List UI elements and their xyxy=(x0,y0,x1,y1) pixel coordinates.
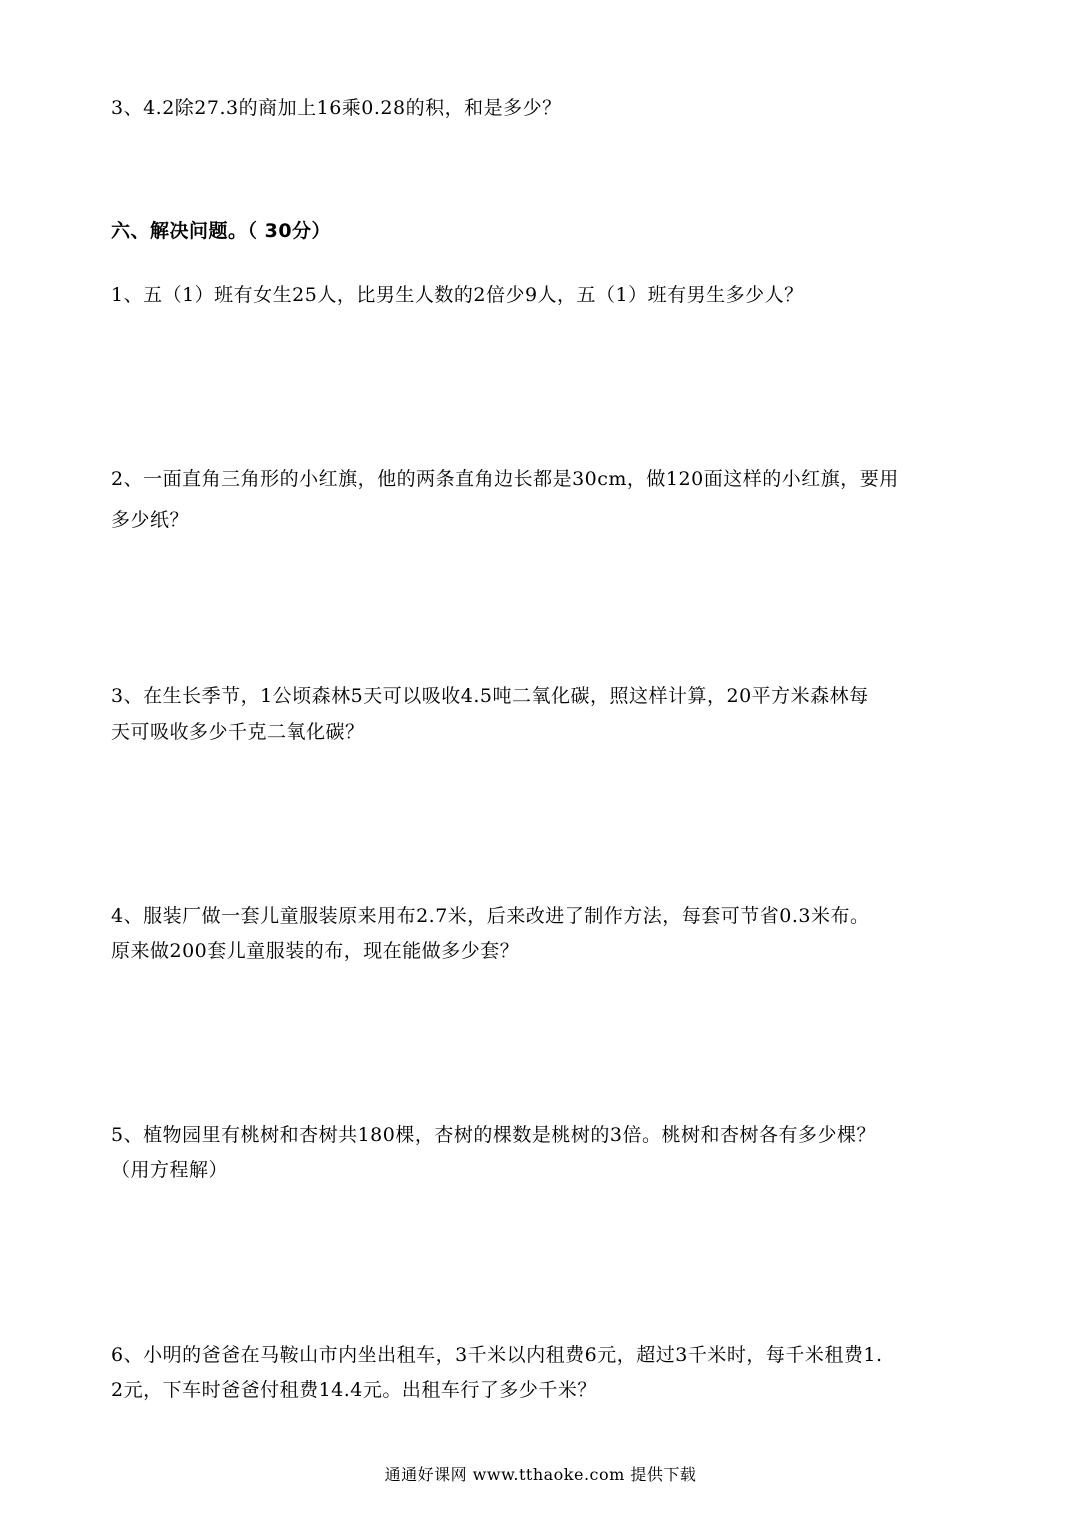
problem-1-line-1: 1、五（1）班有女生25人，比男生人数的2倍少9人，五（1）班有男生多少人？ xyxy=(111,284,804,306)
page-footer: 通通好课网 www.tthaoke.com 提供下载 xyxy=(384,1465,697,1484)
section-six-heading: 六、解决问题。（ 30分） xyxy=(111,220,332,242)
problem-2-line-1: 2、一面直角三角形的小红旗，他的两条直角边长都是30cm，做120面这样的小红旗，要用 xyxy=(111,468,899,490)
problem-3-line-1: 3、在生长季节，1公顷森林5天可以吸收4.5吨二氧化碳，照这样计算，20平方米森林每 xyxy=(111,685,869,707)
problem-3-line-2: 天可吸收多少千克二氧化碳？ xyxy=(111,721,365,743)
problem-6-line-2: 2元，下车时爸爸付租费14.4元。出租车行了多少千米？ xyxy=(111,1379,597,1401)
question-3-calc: 3、4.2除27.3的商加上16乘0.28的积，和是多少？ xyxy=(111,97,562,119)
problem-5-line-2: （用方程解） xyxy=(111,1159,229,1181)
problem-5-line-1: 5、植物园里有桃树和杏树共180棵，杏树的棵数是桃树的3倍。桃树和杏树各有多少棵？ xyxy=(111,1124,876,1146)
problem-4-line-2: 原来做200套儿童服装的布，现在能做多少套？ xyxy=(111,940,520,962)
problem-4-line-1: 4、服装厂做一套儿童服装原来用布2.7米，后来改进了制作方法，每套可节省0.3米布。 xyxy=(111,905,870,927)
problem-2-line-2: 多少纸？ xyxy=(111,509,190,531)
problem-6-line-1: 6、小明的爸爸在马鞍山市内坐出租车，3千米以内租费6元，超过3千米时，每千米租费1. xyxy=(111,1344,883,1366)
